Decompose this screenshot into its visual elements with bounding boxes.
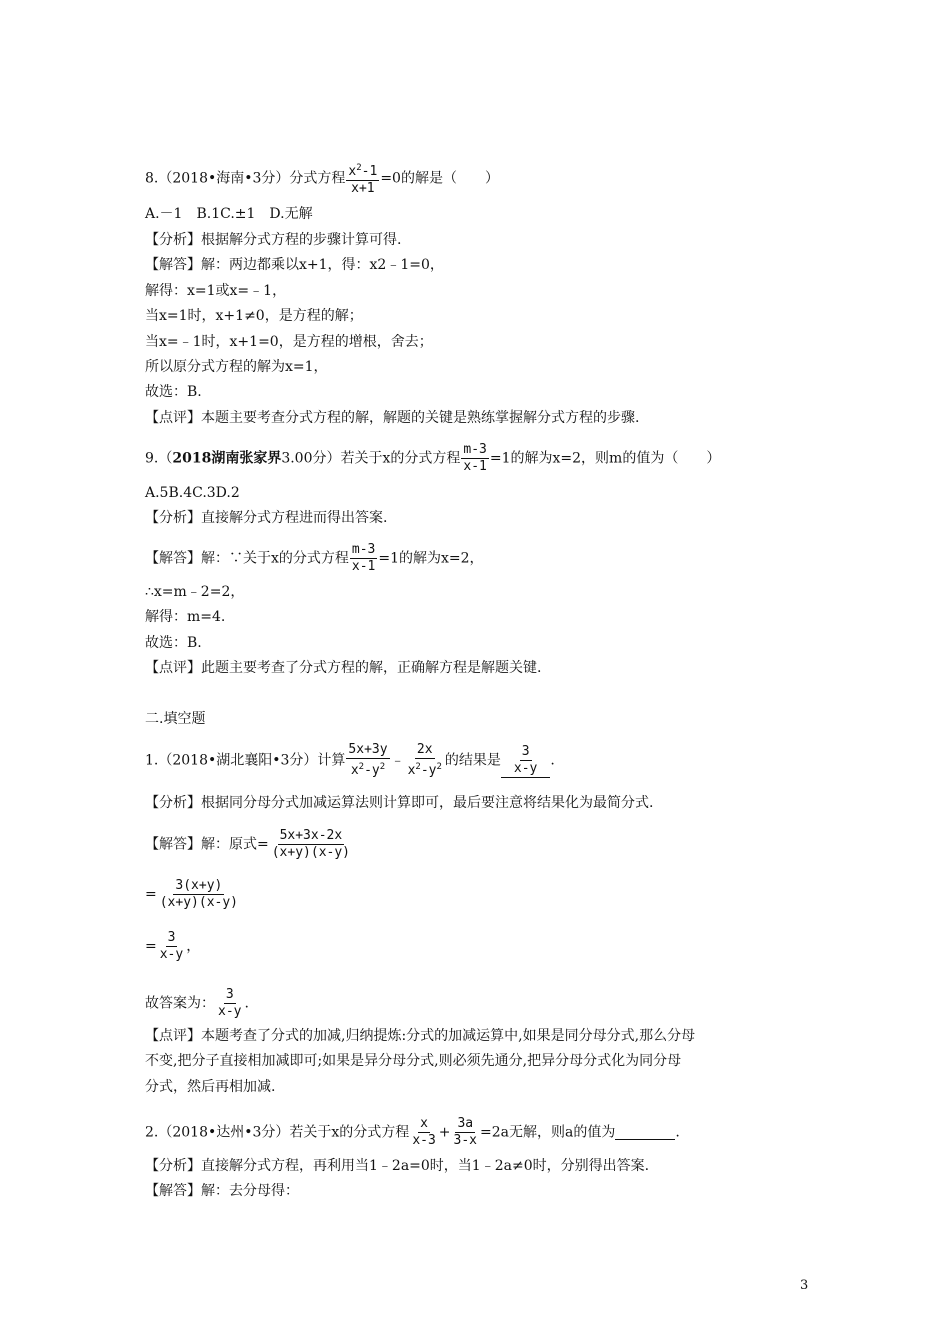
q8-options: A.－1 B.1C.±1 D.无解 <box>145 206 313 222</box>
section-title: 二.填空题 <box>145 711 206 727</box>
f1-step3-fraction: $\frac{3}{x-y}$ <box>159 930 184 962</box>
f1-answer: 故答案为： $\frac{3}{x-y}$ . <box>145 987 249 1019</box>
f1-fraction-2: $\frac{2x}{x^2-y^2}$ <box>407 742 442 778</box>
f1-step1-fraction: $\frac{5x+3x-2x}{(x+y)(x-y)}$ <box>271 828 351 860</box>
q8-solution-1: 【解答】解：两边都乘以x+1，得：x2﹣1=0， <box>145 257 444 273</box>
q9-step-2: ∴x=m﹣2=2， <box>145 584 245 600</box>
f2-fraction-1: $\frac{x}{x-3}$ <box>412 1116 436 1148</box>
q9-analysis: 【分析】直接解分式方程进而得出答案. <box>145 510 388 526</box>
f2-analysis: 【分析】直接解分式方程，再利用当1﹣2a=0时，当1﹣2a≠0时，分别得出答案. <box>145 1158 650 1174</box>
q9-choice: 故选：B. <box>145 635 202 651</box>
f1-comment-3: 分式，然后再相加减. <box>145 1079 276 1095</box>
q9-comment: 【点评】此题主要考查了分式方程的解，正确解方程是解题关键. <box>145 660 542 676</box>
q8-solution-5: 所以原分式方程的解为x=1， <box>145 359 328 375</box>
f1-answer-blank: $\frac{3}{x-y}$ <box>501 744 550 778</box>
f1-answer-fraction: $\frac{3}{x-y}$ <box>218 987 242 1019</box>
q8-solution-4: 当x=﹣1时，x+1=0，是方程的增根，舍去； <box>145 334 433 350</box>
q9-stem: 9.（2018湖南张家界3.00分）若关于x的分式方程 $\frac{m-3}{x-1}$ =1的解为x=2，则m的值为（ ） <box>145 442 721 474</box>
q8-choice: 故选：B. <box>145 384 202 400</box>
q8-solution-2: 解得：x=1或x=﹣1， <box>145 283 287 299</box>
f1-solution: 【解答】解：原式= $\frac{5x+3x-2x}{(x+y)(x-y)}$ <box>145 828 351 860</box>
f1-comment-1: 【点评】本题考查了分式的加减,归纳提炼:分式的加减运算中,如果是同分母分式,那么分母 <box>145 1028 696 1044</box>
f1-step-3: = $\frac{3}{x-y}$ ， <box>145 930 201 962</box>
q8-fraction: $\frac{x^2-1}{x+1}$ <box>346 160 379 197</box>
f1-step2-fraction: $\frac{3(x+y)}{(x+y)(x-y)}$ <box>159 878 239 910</box>
q8-comment: 【点评】本题主要考查分式方程的解，解题的关键是熟练掌握解分式方程的步骤. <box>145 410 640 426</box>
q8-solution-3: 当x=1时，x+1≠0，是方程的解； <box>145 308 363 324</box>
f2-stem: 2.（2018•达州•3分）若关于x的分式方程 $\frac{x}{x-3}$ + $\frac{3a}{3-x}$ =2a无解，则a的值为 . <box>145 1116 680 1148</box>
q8-stem: 8.（2018•海南•3分）分式方程 $\frac{x^2-1}{x+1}$ =0的解是（ ） <box>145 160 499 197</box>
f2-fraction-2: $\frac{3a}{3-x}$ <box>453 1116 478 1148</box>
q9-options: A.5B.4C.3D.2 <box>145 485 240 501</box>
f1-comment-2: 不变,把分子直接相加减即可;如果是异分母分式,则必须先通分,把异分母分式化为同分母 <box>145 1053 682 1069</box>
q9-fraction: $\frac{m-3}{x-1}$ <box>463 442 487 474</box>
f2-answer-blank <box>615 1125 675 1140</box>
q9-step-3: 解得：m=4. <box>145 609 226 625</box>
page-number: 3 <box>800 1278 809 1293</box>
f1-stem: 1.（2018•湖北襄阳•3分）计算 $\frac{5x+3y}{x^2-y^2}$ ﹣ $\frac{2x}{x^2-y^2}$ 的结果是 $\frac{3}{x-y}$ . <box>145 742 555 778</box>
f1-fraction-1: $\frac{5x+3y}{x^2-y^2}$ <box>348 742 388 778</box>
q9-solution-fraction: $\frac{m-3}{x-1}$ <box>351 542 376 574</box>
q8-analysis: 【分析】根据解分式方程的步骤计算可得. <box>145 232 402 248</box>
f2-solution: 【解答】解：去分母得： <box>145 1183 299 1199</box>
f1-analysis: 【分析】根据同分母分式加减运算法则计算即可，最后要注意将结果化为最简分式. <box>145 795 654 811</box>
q9-solution: 【解答】解：∵关于x的分式方程 $\frac{m-3}{x-1}$ =1的解为x=2， <box>145 542 484 574</box>
f1-step-2: = $\frac{3(x+y)}{(x+y)(x-y)}$ <box>145 878 239 910</box>
